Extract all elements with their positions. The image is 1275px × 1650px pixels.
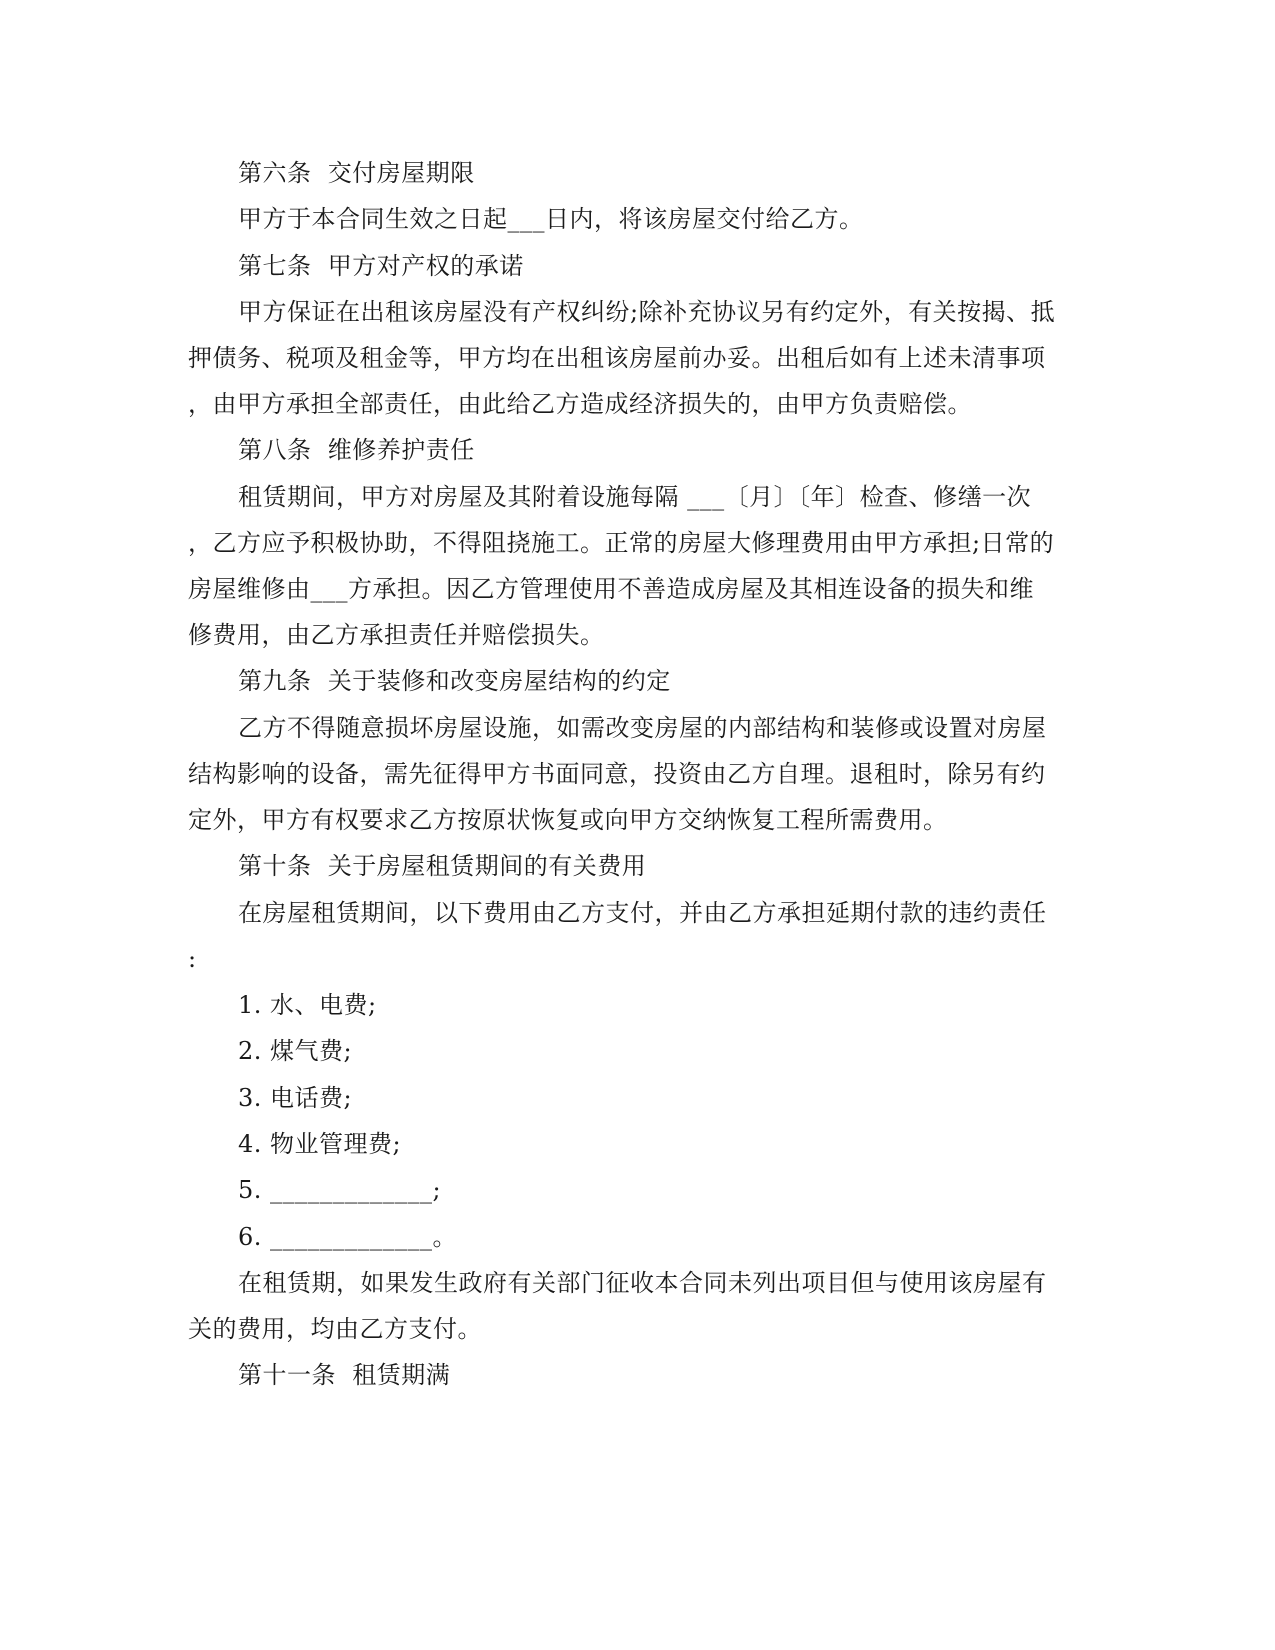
section-heading-article-7: 第七条 甲方对产权的承诺 (238, 252, 524, 280)
paragraph-line: 租赁期间，甲方对房屋及其附着设施每隔 ___〔月〕〔年〕检查、修缮一次 (238, 483, 1032, 511)
paragraph-line: : (188, 945, 197, 973)
list-item: 1. 水、电费; (238, 991, 377, 1019)
paragraph-line: 结构影响的设备，需先征得甲方书面同意，投资由乙方自理。退租时，除另有约 (188, 760, 1046, 788)
paragraph-line: 定外，甲方有权要求乙方按原状恢复或向甲方交纳恢复工程所需费用。 (188, 806, 948, 834)
paragraph-line: 押债务、税项及租金等，甲方均在出租该房屋前办妥。出租后如有上述未清事项 (188, 344, 1046, 372)
list-item: 4. 物业管理费; (238, 1130, 402, 1158)
list-item: 2. 煤气费; (238, 1037, 353, 1065)
paragraph-line: 甲方于本合同生效之日起___日内，将该房屋交付给乙方。 (238, 205, 864, 233)
paragraph-line: 乙方不得随意损坏房屋设施，如需改变房屋的内部结构和装修或设置对房屋 (238, 714, 1047, 742)
section-heading-article-10: 第十条 关于房屋租赁期间的有关费用 (238, 852, 647, 880)
paragraph-line: 在房屋租赁期间，以下费用由乙方支付，并由乙方承担延期付款的违约责任 (238, 899, 1047, 927)
paragraph-line: 甲方保证在出租该房屋没有产权纠纷;除补充协议另有约定外，有关按揭、抵 (238, 298, 1056, 326)
paragraph-line: 在租赁期，如果发生政府有关部门征收本合同未列出项目但与使用该房屋有 (238, 1269, 1047, 1297)
section-heading-article-9: 第九条 关于装修和改变房屋结构的约定 (238, 667, 671, 695)
paragraph-line: 关的费用，均由乙方支付。 (188, 1315, 482, 1343)
list-item: 5. _____________; (238, 1176, 442, 1204)
section-heading-article-11: 第十一条 租赁期满 (238, 1361, 451, 1389)
list-item: 3. 电话费; (238, 1084, 353, 1112)
paragraph-line: 房屋维修由___方承担。因乙方管理使用不善造成房屋及其相连设备的损失和维 (188, 575, 1034, 603)
list-item: 6. _____________。 (238, 1223, 458, 1251)
paragraph-line: ，乙方应予积极协助，不得阻挠施工。正常的房屋大修理费用由甲方承担;日常的 (188, 529, 1055, 557)
section-heading-article-8: 第八条 维修养护责任 (238, 436, 475, 464)
section-heading-article-6: 第六条 交付房屋期限 (238, 159, 475, 187)
paragraph-line: 修费用，由乙方承担责任并赔偿损失。 (188, 621, 605, 649)
paragraph-line: ，由甲方承担全部责任，由此给乙方造成经济损失的，由甲方负责赔偿。 (188, 390, 972, 418)
